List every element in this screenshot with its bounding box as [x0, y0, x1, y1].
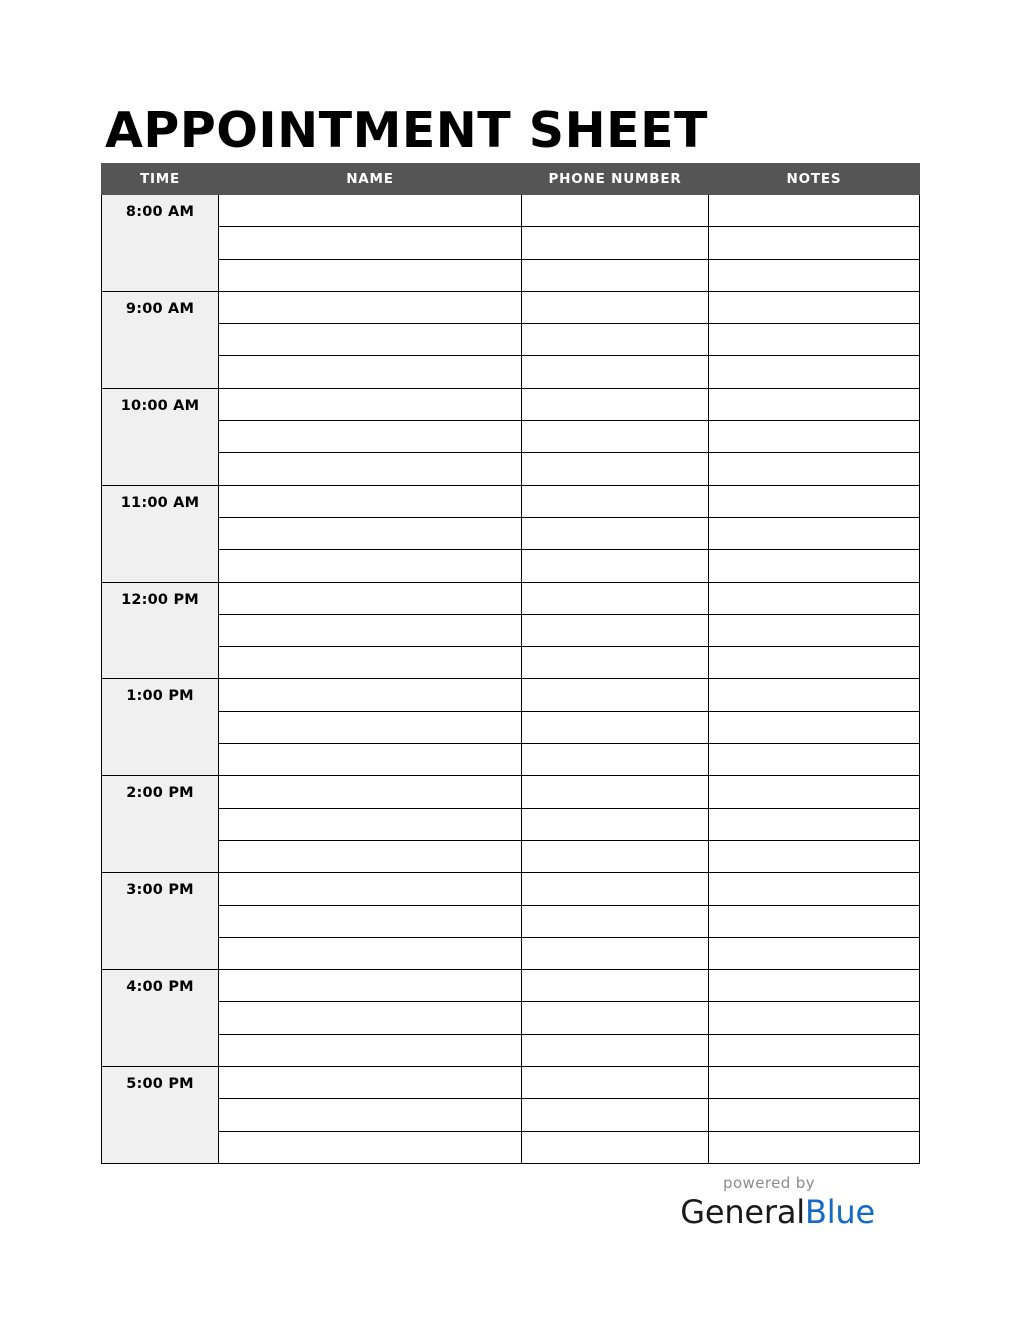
appointment-phone-cell[interactable] [522, 550, 709, 582]
appointment-name-cell[interactable] [219, 453, 522, 485]
appointment-name-cell[interactable] [219, 679, 522, 711]
appointment-notes-cell[interactable] [709, 808, 920, 840]
appointment-name-cell[interactable] [219, 550, 522, 582]
table-row [102, 582, 920, 614]
appointment-notes-cell[interactable] [709, 937, 920, 969]
appointment-phone-cell[interactable] [522, 970, 709, 1002]
time-slot-label [102, 388, 219, 485]
table-row [102, 1034, 920, 1066]
table-row [102, 808, 920, 840]
time-slot-label [102, 291, 219, 388]
appointment-name-cell[interactable] [219, 711, 522, 743]
table-row [102, 1131, 920, 1163]
table-row [102, 905, 920, 937]
appointment-name-cell[interactable] [219, 1002, 522, 1034]
appointment-notes-cell[interactable] [709, 711, 920, 743]
appointment-phone-cell[interactable] [522, 776, 709, 808]
appointment-phone-cell[interactable] [522, 937, 709, 969]
appointment-phone-cell[interactable] [522, 679, 709, 711]
appointment-name-cell[interactable] [219, 517, 522, 549]
appointment-phone-cell[interactable] [522, 905, 709, 937]
appointment-notes-cell[interactable] [709, 744, 920, 776]
time-slot-text: 3:00 PM [126, 882, 194, 899]
appointment-phone-cell[interactable] [522, 1099, 709, 1131]
appointment-phone-cell[interactable] [522, 840, 709, 872]
time-slot-text: 11:00 AM [120, 494, 200, 511]
appointment-name-cell[interactable] [219, 485, 522, 517]
table-row [102, 453, 920, 485]
powered-by-label: powered by [723, 1174, 815, 1192]
appointment-phone-cell[interactable] [522, 1067, 709, 1099]
appointment-notes-cell[interactable] [709, 324, 920, 356]
table-row [102, 614, 920, 646]
time-slot-text: 10:00 AM [120, 397, 200, 414]
table-row [102, 1067, 920, 1099]
table-row [102, 1002, 920, 1034]
table-row [102, 259, 920, 291]
appointment-notes-cell[interactable] [709, 421, 920, 453]
appointment-phone-cell[interactable] [522, 388, 709, 420]
appointment-notes-cell[interactable] [709, 356, 920, 388]
time-slot-text: 2:00 PM [126, 785, 194, 802]
appointment-name-cell[interactable] [219, 582, 522, 614]
appointment-name-cell[interactable] [219, 291, 522, 323]
appointment-phone-cell[interactable] [522, 453, 709, 485]
appointment-notes-cell[interactable] [709, 227, 920, 259]
table-row [102, 324, 920, 356]
appointment-notes-cell[interactable] [709, 873, 920, 905]
time-slot-text: 5:00 PM [126, 1076, 194, 1093]
table-row [102, 647, 920, 679]
table-row [102, 679, 920, 711]
time-slot-label [102, 485, 219, 582]
table-row [102, 291, 920, 323]
table-row [102, 388, 920, 420]
table-row [102, 970, 920, 1002]
table-row [102, 873, 920, 905]
time-slot-text: 1:00 PM [126, 688, 194, 705]
table-row [102, 744, 920, 776]
appointment-name-cell[interactable] [219, 227, 522, 259]
appointment-name-cell[interactable] [219, 905, 522, 937]
appointment-phone-cell[interactable] [522, 647, 709, 679]
appointment-notes-cell[interactable] [709, 1034, 920, 1066]
appointment-table [101, 163, 920, 1164]
time-slot-label [102, 873, 219, 970]
appointment-notes-cell[interactable] [709, 970, 920, 1002]
time-slot-text: 4:00 PM [126, 979, 194, 996]
appointment-notes-cell[interactable] [709, 1131, 920, 1163]
appointment-name-cell[interactable] [219, 1099, 522, 1131]
table-row [102, 776, 920, 808]
table-row [102, 195, 920, 227]
appointment-notes-cell[interactable] [709, 1067, 920, 1099]
appointment-phone-cell[interactable] [522, 291, 709, 323]
appointment-notes-cell[interactable] [709, 388, 920, 420]
appointment-name-cell[interactable] [219, 259, 522, 291]
appointment-name-cell[interactable] [219, 776, 522, 808]
general-blue-logo [560, 1174, 875, 1232]
table-row [102, 517, 920, 549]
table-row [102, 937, 920, 969]
time-slot-label [102, 970, 219, 1067]
time-slot-label [102, 582, 219, 679]
appointment-notes-cell[interactable] [709, 776, 920, 808]
appointment-notes-cell[interactable] [709, 259, 920, 291]
column-header-notes: NOTES [709, 164, 920, 195]
appointment-notes-cell[interactable] [709, 905, 920, 937]
appointment-notes-cell[interactable] [709, 195, 920, 227]
appointment-phone-cell[interactable] [522, 517, 709, 549]
column-header-time: TIME [102, 164, 219, 195]
appointment-notes-cell[interactable] [709, 614, 920, 646]
appointment-name-cell[interactable] [219, 840, 522, 872]
table-row [102, 1099, 920, 1131]
appointment-name-cell[interactable] [219, 324, 522, 356]
appointment-name-cell[interactable] [219, 744, 522, 776]
appointment-phone-cell[interactable] [522, 1131, 709, 1163]
appointment-notes-cell[interactable] [709, 647, 920, 679]
appointment-name-cell[interactable] [219, 970, 522, 1002]
appointment-notes-cell[interactable] [709, 550, 920, 582]
column-header-phone: PHONE NUMBER [522, 164, 709, 195]
appointment-name-cell[interactable] [219, 873, 522, 905]
appointment-name-cell[interactable] [219, 421, 522, 453]
appointment-name-cell[interactable] [219, 937, 522, 969]
appointment-name-cell[interactable] [219, 614, 522, 646]
appointment-notes-cell[interactable] [709, 485, 920, 517]
table-header-row [102, 164, 920, 195]
brand-wordmark [560, 1193, 875, 1232]
appointment-phone-cell[interactable] [522, 1034, 709, 1066]
appointment-notes-cell[interactable] [709, 517, 920, 549]
appointment-phone-cell[interactable] [522, 808, 709, 840]
appointment-phone-cell[interactable] [522, 356, 709, 388]
appointment-name-cell[interactable] [219, 1034, 522, 1066]
time-slot-label [102, 776, 219, 873]
table-body [102, 195, 920, 1164]
appointment-phone-cell[interactable] [522, 1002, 709, 1034]
appointment-notes-cell[interactable] [709, 291, 920, 323]
appointment-phone-cell[interactable] [522, 421, 709, 453]
appointment-phone-cell[interactable] [522, 485, 709, 517]
appointment-phone-cell[interactable] [522, 711, 709, 743]
appointment-name-cell[interactable] [219, 1131, 522, 1163]
appointment-notes-cell[interactable] [709, 840, 920, 872]
appointment-notes-cell[interactable] [709, 582, 920, 614]
table-row [102, 840, 920, 872]
appointment-phone-cell[interactable] [522, 227, 709, 259]
appointment-name-cell[interactable] [219, 195, 522, 227]
appointment-phone-cell[interactable] [522, 582, 709, 614]
appointment-notes-cell[interactable] [709, 1002, 920, 1034]
page-title: APPOINTMENT SHEET [105, 101, 708, 159]
time-slot-text: 12:00 PM [121, 591, 199, 608]
table-row [102, 227, 920, 259]
brand-blue-text: Blue [804, 1192, 875, 1231]
brand-general-text: General [680, 1192, 805, 1231]
time-slot-label [102, 679, 219, 776]
time-slot-text: 9:00 AM [125, 300, 195, 317]
appointment-notes-cell[interactable] [709, 679, 920, 711]
table-row [102, 711, 920, 743]
appointment-phone-cell[interactable] [522, 614, 709, 646]
column-header-name: NAME [219, 164, 522, 195]
appointment-name-cell[interactable] [219, 647, 522, 679]
time-slot-label [102, 1067, 219, 1164]
appointment-name-cell[interactable] [219, 808, 522, 840]
appointment-phone-cell[interactable] [522, 744, 709, 776]
table-row [102, 550, 920, 582]
appointment-notes-cell[interactable] [709, 1099, 920, 1131]
time-slot-label [102, 195, 219, 292]
appointment-name-cell[interactable] [219, 388, 522, 420]
appointment-notes-cell[interactable] [709, 453, 920, 485]
appointment-name-cell[interactable] [219, 356, 522, 388]
table-header [102, 164, 920, 195]
appointment-phone-cell[interactable] [522, 195, 709, 227]
appointment-phone-cell[interactable] [522, 873, 709, 905]
table-row [102, 356, 920, 388]
table-row [102, 485, 920, 517]
appointment-name-cell[interactable] [219, 1067, 522, 1099]
table-row [102, 421, 920, 453]
time-slot-text: 8:00 AM [125, 204, 195, 220]
appointment-phone-cell[interactable] [522, 259, 709, 291]
appointment-phone-cell[interactable] [522, 324, 709, 356]
